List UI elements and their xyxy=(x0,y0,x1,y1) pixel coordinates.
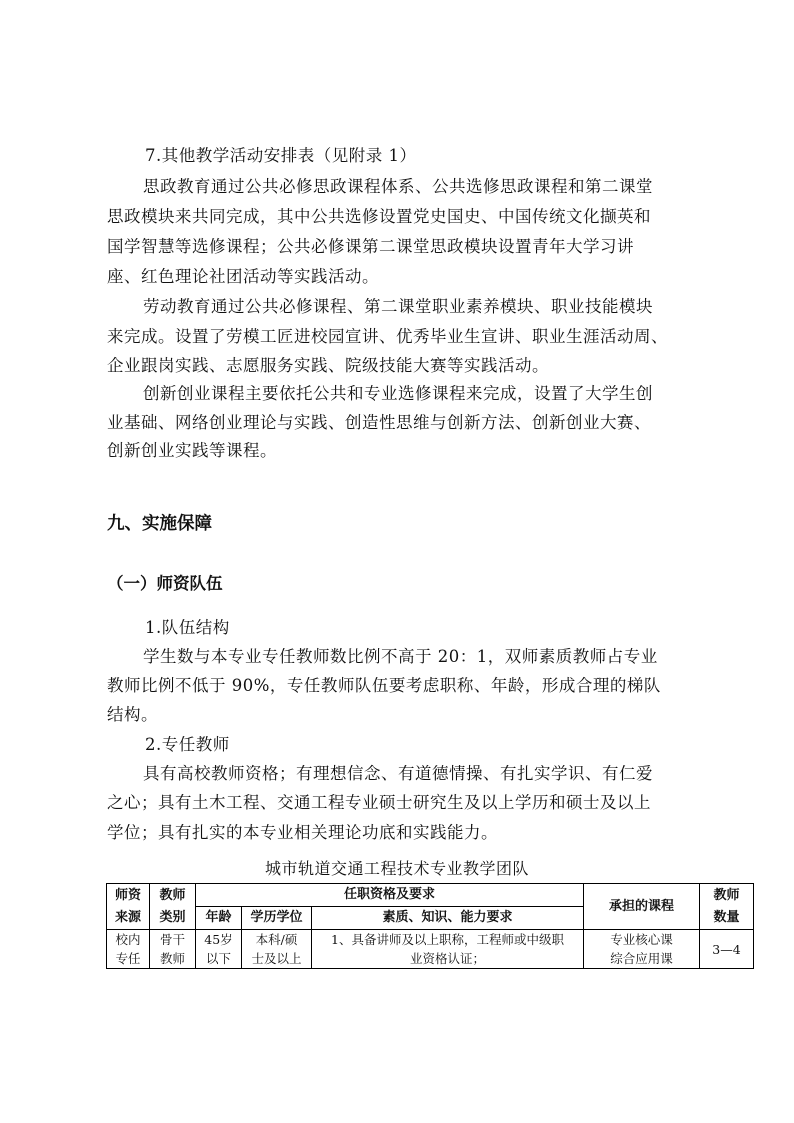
header-count: 教师 数量 xyxy=(700,884,754,930)
header-source: 师资 来源 xyxy=(107,884,150,930)
table-caption: 城市轨道交通工程技术专业教学团队 xyxy=(264,859,529,878)
item-heading-structure: 1.队伍结构 xyxy=(145,618,230,637)
paragraph-line: 劳动教育通过公共必修课程、第二课堂职业素养模块、职业技能模块 xyxy=(143,297,653,316)
cell-teacher-type: 骨干 教师 xyxy=(150,930,196,969)
paragraph-line: 教师比例不低于 90%，专任教师队伍要考虑职称、年龄，形成合理的梯队 xyxy=(107,676,661,695)
paragraph-line: 思政教育通过公共必修思政课程体系、公共选修思政课程和第二课堂 xyxy=(143,177,653,196)
teaching-team-table xyxy=(106,883,754,969)
header-courses: 承担的课程 xyxy=(584,884,700,930)
subsection-heading: （一）师资队伍 xyxy=(107,574,223,593)
cell-count: 3—4 xyxy=(700,930,754,969)
paragraph-line: 思政模块来共同完成，其中公共选修设置党史国史、中国传统文化撷英和 xyxy=(107,207,651,226)
item-heading-fulltime: 2.专任教师 xyxy=(145,735,230,754)
cell-quality: 1、具备讲师及以上职称，工程师或中级职 业资格认证； xyxy=(312,930,584,969)
header-quality: 素质、知识、能力要求 xyxy=(312,907,584,930)
cell-degree: 本科/硕 士及以上 xyxy=(242,930,312,969)
paragraph-line: 座、红色理论社团活动等实践活动。 xyxy=(107,267,379,286)
header-degree: 学历学位 xyxy=(242,907,312,930)
paragraph-line: 之心；具有土木工程、交通工程专业硕士研究生及以上学历和硕士及以上 xyxy=(107,793,651,812)
table-header-row xyxy=(107,884,754,907)
cell-source: 校内 专任 xyxy=(107,930,150,969)
cell-courses: 专业核心课 综合应用课 xyxy=(584,930,700,969)
section-heading: 九、实施保障 xyxy=(107,514,212,534)
paragraph-line: 学位；具有扎实的本专业相关理论功底和实践能力。 xyxy=(107,823,498,842)
header-teacher-type: 教师 类别 xyxy=(150,884,196,930)
cell-age: 45岁 以下 xyxy=(196,930,242,969)
header-age: 年龄 xyxy=(196,907,242,930)
paragraph-line: 结构。 xyxy=(107,705,158,724)
paragraph-line: 创新创业课程主要依托公共和专业选修课程来完成，设置了大学生创 xyxy=(143,384,653,403)
paragraph-line: 企业跟岗实践、志愿服务实践、院级技能大赛等实践活动。 xyxy=(107,356,549,375)
paragraph-line: 国学智慧等选修课程；公共必修课第二课堂思政模块设置青年大学习讲 xyxy=(107,237,634,256)
table-row xyxy=(107,930,754,969)
paragraph-line: 学生数与本专业专任教师数比例不高于 20：1，双师素质教师占专业 xyxy=(143,647,658,666)
header-requirements: 任职资格及要求 xyxy=(196,884,584,907)
paragraph-line: 来完成。设置了劳模工匠进校园宣讲、优秀毕业生宣讲、职业生涯活动周、 xyxy=(107,327,668,346)
paragraph-line: 创新创业实践等课程。 xyxy=(107,441,277,460)
paragraph-line: 业基础、网络创业理论与实践、创造性思维与创新方法、创新创业大赛、 xyxy=(107,413,651,432)
paragraph-heading-activities: 7.其他教学活动安排表（见附录 1） xyxy=(145,146,417,165)
paragraph-line: 具有高校教师资格；有理想信念、有道德情操、有扎实学识、有仁爱 xyxy=(143,764,653,783)
